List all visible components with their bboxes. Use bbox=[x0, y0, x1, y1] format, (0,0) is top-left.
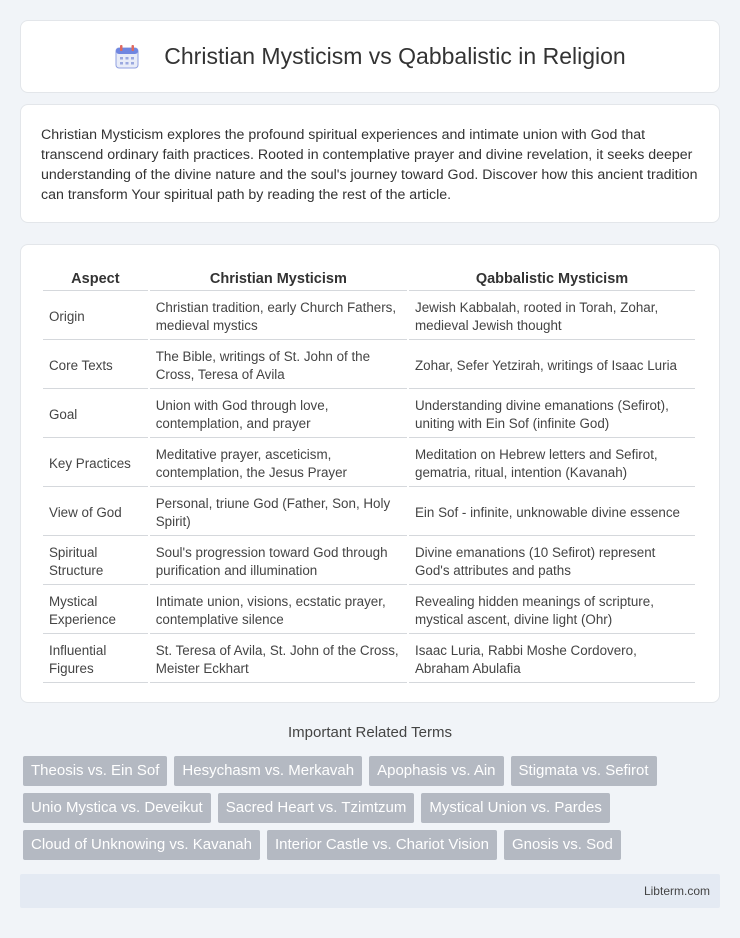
table-cell: View of God bbox=[43, 489, 148, 536]
comparison-card bbox=[20, 244, 720, 703]
table-cell: Spiritual Structure bbox=[43, 538, 148, 585]
table-cell: Influential Figures bbox=[43, 636, 148, 683]
table-cell: Revealing hidden meanings of scripture, mystical ascent, divine light (Ohr) bbox=[409, 587, 695, 634]
header bbox=[114, 43, 625, 70]
table-cell: Isaac Luria, Rabbi Moshe Cordovero, Abraham Abulafia bbox=[409, 636, 695, 683]
column-header: Christian Mysticism bbox=[150, 265, 407, 291]
related-terms bbox=[23, 756, 723, 867]
table-cell: Core Texts bbox=[43, 342, 148, 389]
table-row bbox=[43, 342, 695, 389]
footer-link[interactable]: Libterm.com bbox=[643, 884, 710, 898]
table-row bbox=[43, 391, 695, 438]
header-card bbox=[20, 20, 720, 93]
table-row bbox=[43, 440, 695, 487]
related-term-tag[interactable]: Interior Castle vs. Chariot Vision bbox=[267, 830, 497, 860]
table-cell: Goal bbox=[43, 391, 148, 438]
column-header: Aspect bbox=[43, 265, 148, 291]
table-cell: Ein Sof - infinite, unknowable divine essence bbox=[409, 489, 695, 536]
table-row bbox=[43, 636, 695, 683]
footer bbox=[20, 874, 720, 908]
page-title: Christian Mysticism vs Qabbalistic in Religion bbox=[164, 43, 626, 69]
tag-row bbox=[23, 793, 723, 823]
table-cell: Meditation on Hebrew letters and Sefirot, gematria, ritual, intention (Kavanah) bbox=[409, 440, 695, 487]
table-cell: Zohar, Sefer Yetzirah, writings of Isaac Luria bbox=[409, 342, 695, 389]
related-term-tag[interactable]: Mystical Union vs. Pardes bbox=[421, 793, 610, 823]
related-term-tag[interactable]: Gnosis vs. Sod bbox=[504, 830, 621, 860]
table-cell: Understanding divine emanations (Sefirot), uniting with Ein Sof (infinite God) bbox=[409, 391, 695, 438]
calendar-icon bbox=[114, 44, 140, 70]
table-cell: Mystical Experience bbox=[43, 587, 148, 634]
table-cell: Intimate union, visions, ecstatic prayer, contemplative silence bbox=[150, 587, 407, 634]
related-term-tag[interactable]: Stigmata vs. Sefirot bbox=[511, 756, 657, 786]
table-cell: Union with God through love, contemplation, and prayer bbox=[150, 391, 407, 438]
table-row bbox=[43, 489, 695, 536]
table-row bbox=[43, 538, 695, 585]
intro-paragraph: Christian Mysticism explores the profound spiritual experiences and intimate union with God that transcend ordinary faith practices. Rooted in contemplative prayer and divine revelation, it seeks deeper understanding of the divine nature and the soul's journey toward God. Discover how this ancient tradition can transform Your spiritual path by reading the rest of the article. bbox=[41, 127, 698, 203]
table-cell: Personal, triune God (Father, Son, Holy Spirit) bbox=[150, 489, 407, 536]
table-cell: Christian tradition, early Church Fathers, medieval mystics bbox=[150, 293, 407, 340]
table-row bbox=[43, 293, 695, 340]
comparison-table bbox=[41, 263, 697, 685]
intro-card bbox=[20, 104, 720, 223]
related-term-tag[interactable]: Theosis vs. Ein Sof bbox=[23, 756, 167, 786]
column-header: Qabbalistic Mysticism bbox=[409, 265, 695, 291]
table-cell: Meditative prayer, asceticism, contemplation, the Jesus Prayer bbox=[150, 440, 407, 487]
related-term-tag[interactable]: Hesychasm vs. Merkavah bbox=[174, 756, 362, 786]
tag-row bbox=[23, 830, 723, 860]
related-term-tag[interactable]: Cloud of Unknowing vs. Kavanah bbox=[23, 830, 260, 860]
table-cell: The Bible, writings of St. John of the Cross, Teresa of Avila bbox=[150, 342, 407, 389]
tag-row bbox=[23, 756, 723, 786]
table-cell: Soul's progression toward God through purification and illumination bbox=[150, 538, 407, 585]
related-term-tag[interactable]: Sacred Heart vs. Tzimtzum bbox=[218, 793, 415, 823]
table-cell: Jewish Kabbalah, rooted in Torah, Zohar, medieval Jewish thought bbox=[409, 293, 695, 340]
table-cell: St. Teresa of Avila, St. John of the Cross, Meister Eckhart bbox=[150, 636, 407, 683]
table-cell: Origin bbox=[43, 293, 148, 340]
related-terms-title: Important Related Terms bbox=[288, 724, 452, 741]
related-term-tag[interactable]: Unio Mystica vs. Deveikut bbox=[23, 793, 211, 823]
table-row bbox=[43, 587, 695, 634]
table-header-row bbox=[43, 265, 695, 291]
related-term-tag[interactable]: Apophasis vs. Ain bbox=[369, 756, 503, 786]
table-cell: Divine emanations (10 Sefirot) represent God's attributes and paths bbox=[409, 538, 695, 585]
table-cell: Key Practices bbox=[43, 440, 148, 487]
